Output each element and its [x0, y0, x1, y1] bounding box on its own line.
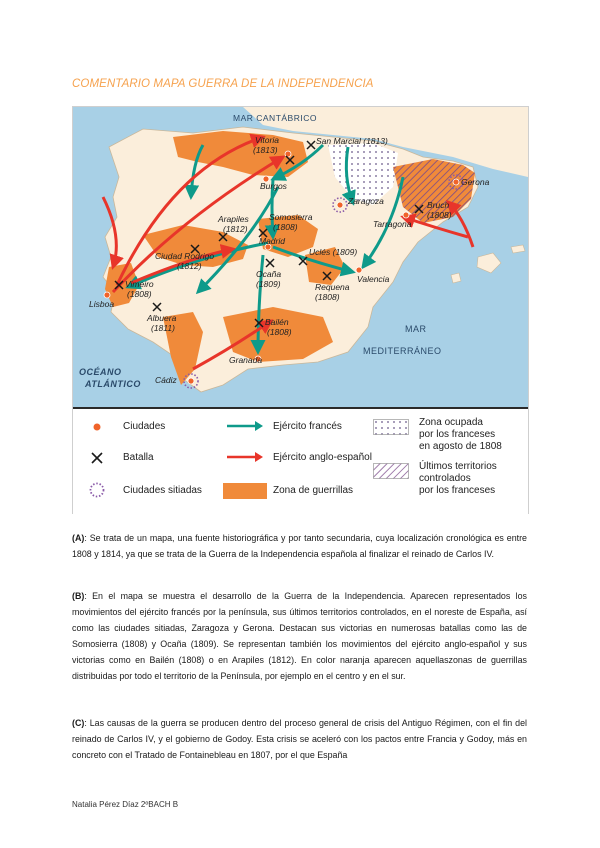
- legend-last-territories-swatch: [373, 463, 409, 479]
- label-vitoria: Vitoria: [255, 135, 279, 145]
- paragraph-c-text: : Las causas de la guerra se producen dentro del proceso general de crisis del Antiguo Régimen, con el fin del reinado de Carlos IV, y el gobierno de Godoy. Esta crisis se aceleró con los pactos entre Francia y Godoy, más en concreto con el Tratado de Fontainebleau en 1807, por el que España: [72, 718, 527, 760]
- city-gerona: [453, 179, 459, 185]
- city-zaragoza: [337, 202, 343, 208]
- label-ciudad-rodrigo-year: (1812): [177, 261, 202, 271]
- paragraph-a-text: : Se trata de un mapa, una fuente historiográfica y por tanto secundaria, cuya localización cronológica es entre 1808 y 1814, ya que se trata de la Guerra de la Independencia española al finalizar el reinado de Carlos IV.: [72, 533, 527, 559]
- label-arapiles: Arapiles: [218, 214, 249, 224]
- legend-zona-ocupada-3: en agosto de 1808: [419, 441, 502, 452]
- label-san-marcial: San Marcial (1813): [316, 136, 388, 146]
- label-lisboa: Lisboa: [89, 299, 115, 309]
- label-somosierra: Somosierra: [269, 212, 313, 222]
- label-burgos: Burgos: [260, 181, 287, 191]
- ibiza: [451, 273, 461, 283]
- sea-mediterraneo: MEDITERRÁNEO: [363, 346, 442, 356]
- legend-ultimos-2: controlados: [419, 473, 471, 484]
- label-tarragona: Tarragona: [373, 219, 412, 229]
- sea-cantabrico: MAR CANTÁBRICO: [233, 113, 317, 123]
- label-bailen: Bailén: [265, 317, 289, 327]
- legend-anglo-arrow-icon: [225, 450, 265, 464]
- city-tarragona: [403, 212, 409, 218]
- sea-mar: MAR: [405, 324, 427, 334]
- paragraph-a-label: (A): [72, 533, 85, 543]
- map-figure: [72, 106, 529, 514]
- war-map: [73, 107, 528, 407]
- legend-french-arrow-icon: [225, 419, 265, 433]
- label-albuera-year: (1811): [151, 323, 175, 333]
- sea-atlantico-2: ATLÁNTICO: [85, 379, 141, 389]
- footer-author: Natalia Pérez Díaz 2ºBACH B: [72, 800, 179, 809]
- map-legend: [73, 407, 528, 515]
- legend-ultimos-1: Últimos territorios: [419, 461, 497, 472]
- legend-battle-icon: [90, 451, 104, 465]
- label-requena-year: (1808): [315, 292, 340, 302]
- label-cadiz: Cádiz: [155, 375, 177, 385]
- label-madrid: Madrid: [259, 236, 285, 246]
- legend-zona-guerrillas: Zona de guerrillas: [273, 485, 354, 496]
- legend-ejercito-frances: Ejército francés: [273, 421, 342, 432]
- label-gerona: Gerona: [461, 177, 490, 187]
- label-granada: Granada: [229, 355, 263, 365]
- document-title: COMENTARIO MAPA GUERRA DE LA INDEPENDENCIA: [72, 78, 374, 90]
- legend-city-icon: [91, 421, 103, 433]
- legend-ciudades-sitiadas: Ciudades sitiadas: [123, 485, 202, 496]
- legend-guerrilla-swatch: [223, 483, 267, 499]
- label-ocana-year: (1809): [256, 279, 281, 289]
- label-vitoria-year: (1813): [253, 145, 278, 155]
- label-somosierra-year: (1808): [273, 222, 298, 232]
- label-requena: Requena: [315, 282, 350, 292]
- paragraph-b-text: : En el mapa se muestra el desarrollo de la Guerra de la Independencia. Aparecen representados los movimientos del ejército francés por la península, sus últimos territorios controlados, en el noreste de España, así como las ciudades sitiadas, Zaragoza y Gerona. Destacan sus victorias en numerosas batallas como las de Somosierra (1808) y Ocaña (1809). Se representan también los movimientos del ejército anglo-español y sus victorias como en Bailén (1808) o en Arapiles (1812). En color naranja aparecen aquellaszonas de guerrillas distribuidas por todo el territorio de la Península, por ejemplo en el centro y en el sur.: [72, 591, 527, 681]
- label-ucles: Uclés (1809): [309, 247, 358, 257]
- label-ciudad-rodrigo: Ciudad Rodrigo: [155, 251, 215, 261]
- label-zaragoza: Zaragoza: [348, 196, 384, 206]
- city-cadiz: [188, 378, 194, 384]
- sea-atlantico-1: OCÉANO: [79, 367, 122, 377]
- legend-ejercito-anglo: Ejército anglo-español: [273, 452, 372, 463]
- label-ocana: Ocaña: [256, 269, 282, 279]
- legend-zona-ocupada-1: Zona ocupada: [419, 417, 483, 428]
- paragraph-c-label: (C): [72, 718, 85, 728]
- legend-occupied-swatch: [373, 419, 409, 435]
- city-valencia: [356, 267, 362, 273]
- legend-zona-ocupada-2: por los franceses: [419, 429, 496, 440]
- paragraph-b: [72, 588, 527, 684]
- paragraph-b-label: (B): [72, 591, 85, 601]
- legend-ultimos-3: por los franceses: [419, 485, 496, 496]
- label-bailen-year: (1808): [267, 327, 292, 337]
- legend-batalla: Batalla: [123, 452, 154, 463]
- paragraph-c: [72, 715, 527, 763]
- label-vimeiro-year: (1808): [127, 289, 152, 299]
- legend-ciudades: Ciudades: [123, 421, 166, 432]
- paragraph-a: [72, 530, 527, 562]
- legend-besieged-icon: [88, 481, 106, 499]
- label-albuera: Albuera: [147, 313, 177, 323]
- label-vimeiro: Vimeiro: [125, 279, 154, 289]
- label-bruch-year: (1808): [427, 210, 452, 220]
- city-lisboa: [104, 292, 110, 298]
- label-bruch: Bruch: [427, 200, 450, 210]
- label-arapiles-year: (1812): [223, 224, 248, 234]
- label-valencia: Valencia: [357, 274, 390, 284]
